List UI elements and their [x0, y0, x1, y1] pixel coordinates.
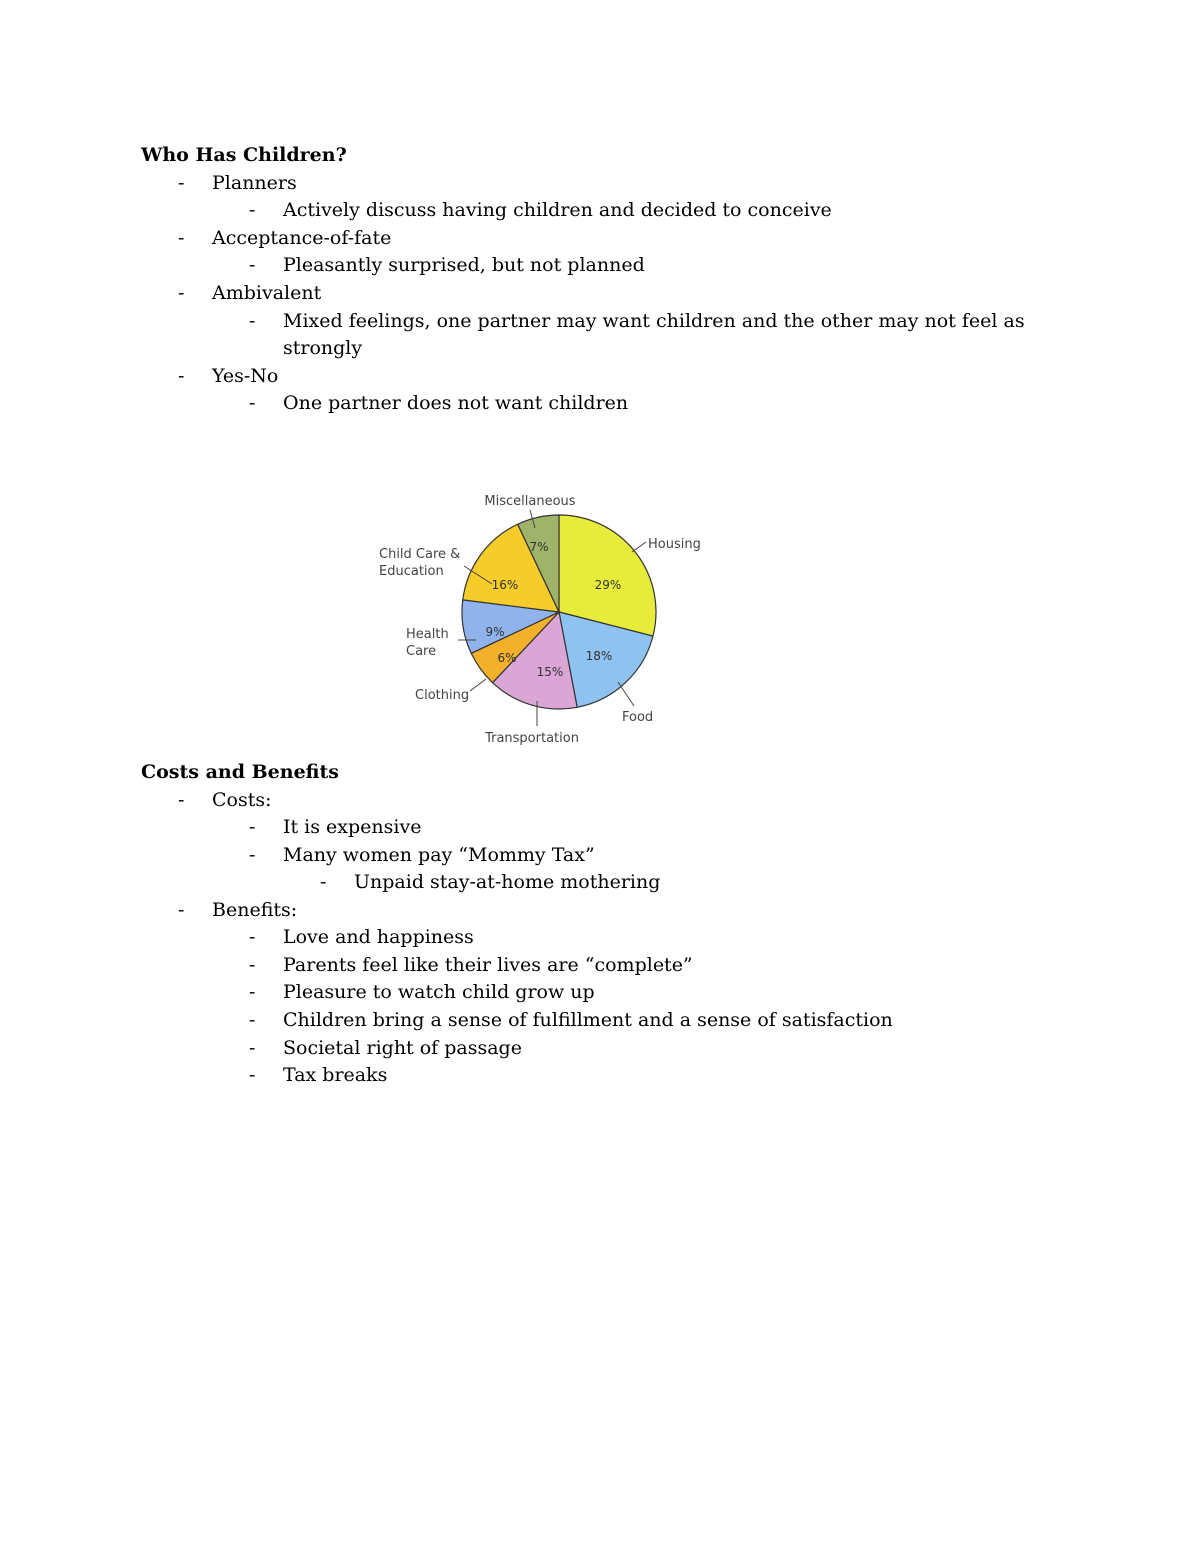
bullet-dash: - [178, 365, 185, 387]
bullet-dash: - [178, 282, 185, 304]
bullet-dash: - [249, 844, 256, 866]
list-item-text: Ambivalent [212, 282, 322, 304]
bullet-dash: - [249, 1037, 256, 1059]
list-item-text: Benefits: [212, 899, 298, 921]
bullet-dash: - [249, 392, 256, 414]
list-item-text: Pleasure to watch child grow up [283, 981, 595, 1003]
pie-percent-label-food: 18% [585, 649, 613, 663]
list-item-text: One partner does not want children [283, 392, 629, 414]
list-item-text: Many women pay “Mommy Tax” [283, 844, 595, 866]
list-item-text: Societal right of passage [283, 1037, 522, 1059]
list-item-text: Unpaid stay-at-home mothering [354, 871, 661, 893]
list-item-text: Mixed feelings, one partner may want children and the other may not feel as [283, 310, 1025, 332]
list-item-text: Costs: [212, 789, 272, 811]
pie-percent-label-miscellaneous: 7% [529, 540, 549, 554]
bullet-dash: - [320, 871, 327, 893]
pie-category-label-miscellaneous: Miscellaneous [484, 494, 576, 509]
list-item-text: Love and happiness [283, 926, 474, 948]
section-heading-who-has-children: Who Has Children? [141, 144, 347, 166]
pie-category-label-housing: Housing [648, 537, 701, 552]
bullet-dash: - [249, 1064, 256, 1086]
list-item-text: Children bring a sense of fulfillment and a sense of satisfaction [283, 1009, 893, 1031]
bullet-dash: - [249, 199, 256, 221]
bullet-dash: - [249, 1009, 256, 1031]
pie-leader-line-clothing [470, 679, 486, 691]
pie-category-label-transportation: Transportation [485, 731, 579, 746]
pie-category-label-clothing: Clothing [415, 688, 470, 703]
list-item-text: Parents feel like their lives are “complete” [283, 954, 693, 976]
list-item-text: Actively discuss having children and decided to conceive [283, 199, 832, 221]
pie-percent-label-housing: 29% [594, 578, 622, 592]
bullet-dash: - [249, 981, 256, 1003]
pie-percent-label-child-care-education: 16% [491, 578, 519, 592]
pie-category-label-health-care: Health Care [406, 627, 449, 659]
list-item-text: Yes-No [212, 365, 279, 387]
bullet-dash: - [178, 227, 185, 249]
pie-leader-line-food [618, 682, 634, 706]
bullet-dash: - [249, 816, 256, 838]
list-item-text: It is expensive [283, 816, 422, 838]
bullet-dash: - [178, 172, 185, 194]
child-cost-pie-chart [370, 488, 740, 750]
list-item-text: Tax breaks [283, 1064, 388, 1086]
bullet-dash: - [249, 254, 256, 276]
pie-chart-svg [370, 488, 740, 750]
bullet-dash: - [249, 954, 256, 976]
list-subitem-continuation: strongly [283, 337, 363, 359]
pie-percent-label-transportation: 15% [536, 665, 564, 679]
bullet-dash: - [178, 789, 185, 811]
pie-percent-label-clothing: 6% [497, 651, 517, 665]
list-item-text: Acceptance-of-fate [212, 227, 392, 249]
bullet-dash: - [178, 899, 185, 921]
bullet-dash: - [249, 310, 256, 332]
pie-leader-line-housing [632, 542, 646, 552]
list-item-text: Pleasantly surprised, but not planned [283, 254, 645, 276]
section-heading-costs-and-benefits: Costs and Benefits [141, 761, 339, 783]
pie-category-label-child-care-education: Child Care & Education [379, 547, 461, 579]
pie-category-label-food: Food [622, 710, 654, 725]
list-item-text: Planners [212, 172, 297, 194]
bullet-dash: - [249, 926, 256, 948]
pie-percent-label-health-care: 9% [485, 625, 505, 639]
